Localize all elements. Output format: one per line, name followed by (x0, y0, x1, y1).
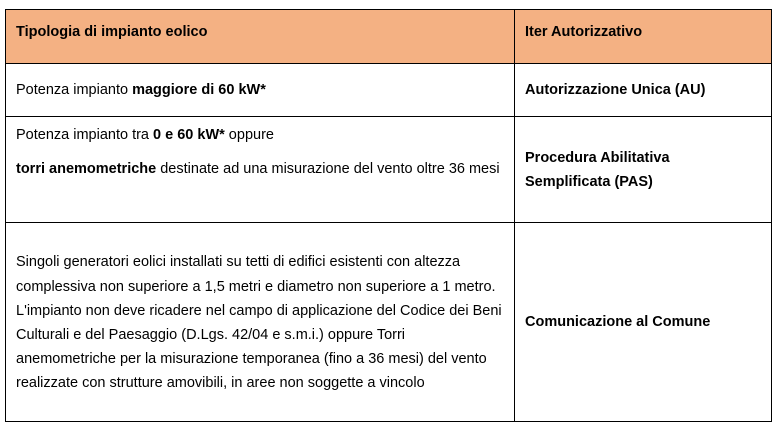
cell-text: oppure (224, 127, 274, 143)
table-row (6, 223, 772, 422)
plant-type-cell (6, 64, 515, 117)
table-row (6, 64, 772, 117)
cell-text-bold: 0 e 60 kW* (153, 127, 225, 143)
cell-text: Procedura Abilitativa (525, 149, 670, 166)
cell-paragraph (16, 124, 504, 147)
plant-type-cell (6, 117, 515, 223)
cell-text: destinate ad una misurazione del vento oltre 36 mesi (156, 161, 500, 177)
authorization-cell (515, 117, 772, 223)
authorization-cell: Autorizzazione Unica (AU) (515, 64, 772, 117)
plant-type-cell: Singoli generatori eolici installati su tetti di edifici esistenti con altezza complessiva non superiore a 1,5 metri e diametro non superiore a 1 metro. L'impianto non deve ricadere nel campo di applicazione del Codice dei Beni Culturali e del Paesaggio (D.Lgs. 42/04 e s.m.i.) oppure Torri anemometriche per la misurazione temporanea (fino a 36 mesi) del vento realizzate con strutture amovibili, in aree non soggette a vincolo (6, 223, 515, 422)
table-row (6, 117, 772, 223)
header-plant-type: Tipologia di impianto eolico (6, 10, 515, 64)
authorization-table (5, 9, 772, 422)
cell-paragraph (16, 158, 504, 181)
cell-text: Potenza impianto (16, 82, 133, 98)
authorization-cell: Comunicazione al Comune (515, 223, 772, 422)
table-header-row (6, 10, 772, 64)
cell-text: Semplificata (PAS) (525, 173, 653, 190)
cell-text-bold: torri anemometriche (16, 161, 157, 177)
cell-text: Potenza impianto tra (16, 127, 154, 143)
cell-text-bold: maggiore di 60 kW* (132, 82, 266, 98)
header-authorization-process: Iter Autorizzativo (515, 10, 772, 64)
